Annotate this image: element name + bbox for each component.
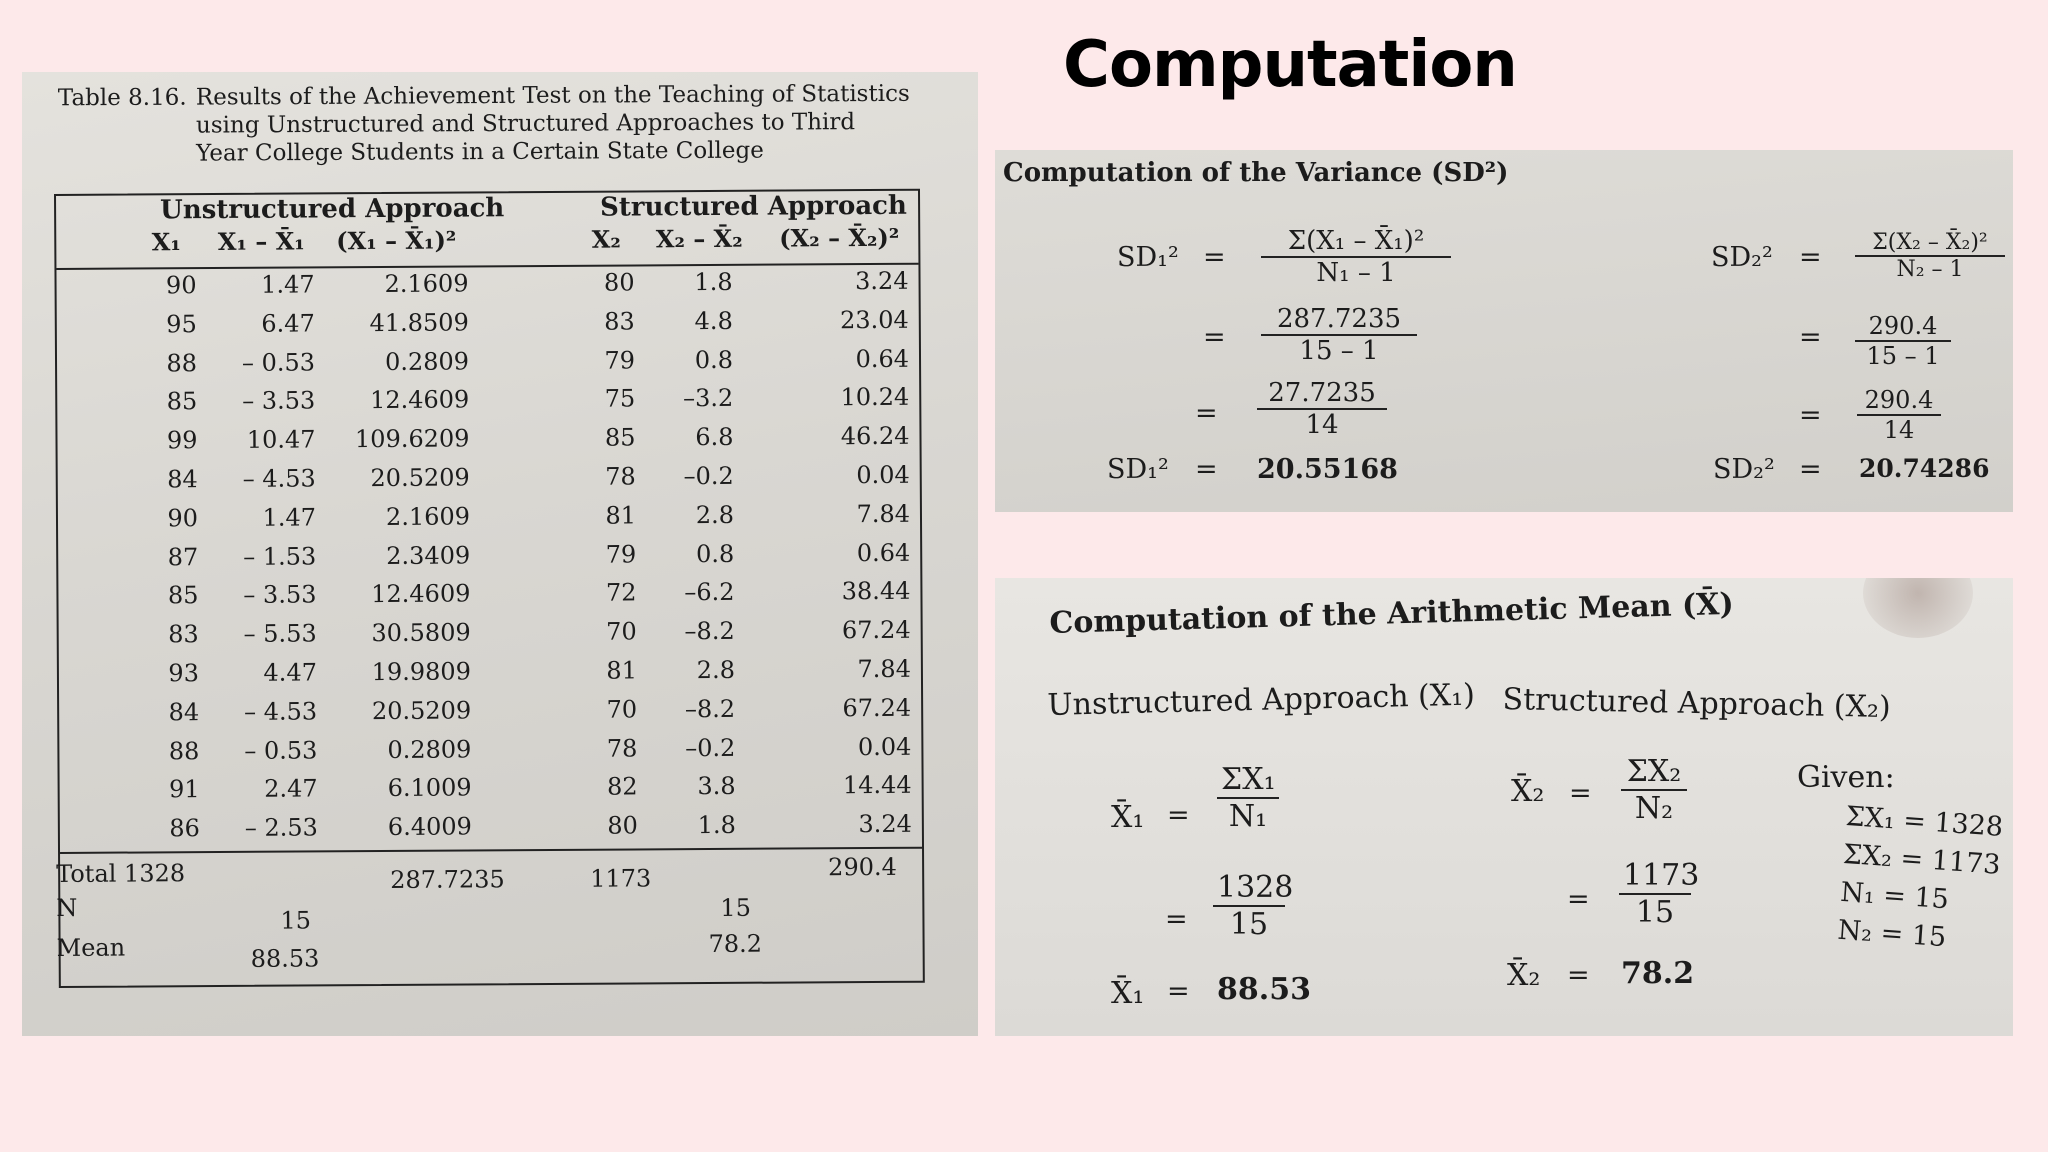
col-header-x1-sq: (X₁ – X̄₁)² — [336, 225, 457, 256]
cell-x1-sq: 109.6209 — [354, 424, 470, 454]
cell-x2-sq: 0.64 — [856, 538, 911, 567]
mean-given-sum-x1: ΣX₁ = 1328 — [1844, 800, 2005, 843]
footer-n2: 15 — [720, 893, 752, 922]
variance-left-formula — [1261, 226, 1451, 288]
table-caption-line-1: Results of the Achievement Test on the Teaching of Statistics — [195, 80, 910, 111]
cell-x1: 99 — [166, 426, 198, 455]
mean-right-formula-den: N₂ — [1634, 791, 1674, 826]
footer-total-x2: 1173 — [590, 864, 652, 893]
footer-total-sq1: 287.7235 — [390, 865, 505, 894]
mean-left-sub-den: 15 — [1229, 907, 1269, 942]
variance-right-eq-4: = — [1799, 454, 1822, 485]
variance-right-formula — [1855, 230, 2005, 282]
cell-x2-sq: 0.64 — [855, 344, 910, 373]
variance-left-eq-3: = — [1195, 398, 1218, 429]
cell-x2-dev: 6.8 — [695, 423, 734, 452]
cell-x1-sq: 2.1609 — [384, 269, 469, 298]
mean-left-sub-num: 1328 — [1213, 870, 1285, 907]
mean-right-sub-num: 1173 — [1619, 858, 1691, 895]
variance-left-formula-num: Σ(X₁ – X̄₁)² — [1261, 226, 1451, 258]
cell-x1-sq: 41.8509 — [369, 308, 469, 337]
mean-right-heading: Structured Approach (X₂) — [1502, 682, 1892, 726]
mean-left-eq-3: = — [1167, 976, 1190, 1007]
table-caption — [58, 80, 938, 169]
variance-left-simplified-den: 14 — [1305, 410, 1339, 440]
cell-x2-sq: 67.24 — [842, 693, 912, 722]
cell-x2-sq: 7.84 — [857, 654, 912, 684]
cell-x2-dev: –6.2 — [684, 578, 735, 607]
mean-photo — [995, 578, 2013, 1036]
cell-x1-dev: – 5.53 — [243, 619, 317, 649]
cell-x2: 82 — [607, 772, 638, 802]
group-heading-unstructured: Unstructured Approach — [160, 193, 505, 226]
footer-mean2: 78.2 — [708, 929, 763, 959]
cell-x2-dev: 2.8 — [696, 655, 736, 685]
mean-right-result-lhs: X̄₂ — [1507, 958, 1541, 993]
mean-left-formula-den: N₁ — [1228, 799, 1268, 834]
cell-x1: 90 — [167, 503, 199, 533]
cell-x1: 93 — [168, 659, 200, 688]
cell-x1-sq: 30.5809 — [371, 618, 471, 648]
cell-x2-sq: 0.04 — [856, 460, 910, 490]
cell-x2-dev: –8.2 — [684, 617, 735, 646]
variance-left-simplified-num: 27.7235 — [1257, 378, 1387, 410]
cell-x1-dev: 1.47 — [262, 503, 317, 532]
mean-left-lhs: X̄₁ — [1111, 800, 1145, 835]
group-heading-structured: Structured Approach — [600, 190, 907, 223]
mean-right-eq-2: = — [1567, 884, 1590, 915]
cell-x1: 84 — [167, 465, 198, 494]
cell-x1-dev: – 4.53 — [242, 464, 316, 493]
variance-left-result: 20.55168 — [1257, 454, 1398, 485]
variance-left-sub — [1261, 304, 1417, 366]
mean-title: Computation of the Arithmetic Mean (X̄) — [1049, 586, 1735, 641]
mean-given-sum-x2: ΣX₂ = 1173 — [1841, 838, 2002, 881]
variance-left-simplified — [1257, 378, 1387, 440]
footer-mean-label: Mean — [56, 933, 126, 962]
cell-x2-dev: 1.8 — [697, 811, 736, 840]
mean-right-result: 78.2 — [1621, 956, 1695, 991]
cell-x1: 90 — [165, 271, 197, 300]
cell-x2-sq: 38.44 — [841, 577, 911, 606]
cell-x2-dev: 0.8 — [694, 345, 734, 374]
variance-right-sub-den: 15 – 1 — [1866, 342, 1940, 370]
mean-left-eq-2: = — [1165, 904, 1188, 935]
variance-left-sub-den: 15 – 1 — [1299, 336, 1379, 366]
cell-x2-sq: 23.04 — [839, 305, 909, 334]
variance-left-lhs: SD₁² — [1117, 242, 1179, 273]
cell-x1-dev: 1.47 — [261, 270, 315, 299]
cell-x1-sq: 2.1609 — [385, 502, 471, 531]
mean-right-formula — [1621, 754, 1687, 826]
cell-x2-dev: 0.8 — [695, 539, 735, 568]
cell-x1: 83 — [168, 620, 199, 649]
col-header-x2-sq: (X₂ – X̄₂)² — [779, 222, 900, 253]
col-header-x2: X₂ — [591, 224, 621, 254]
variance-left-sub-num: 287.7235 — [1261, 304, 1417, 336]
cell-x1-dev: 2.47 — [264, 774, 318, 804]
table-caption-label: Table 8.16. — [57, 84, 187, 112]
cell-x2: 79 — [604, 346, 636, 375]
cell-x1-sq: 0.2809 — [387, 735, 472, 764]
variance-left-eq-1: = — [1203, 242, 1226, 273]
variance-right-formula-den: N₂ – 1 — [1896, 257, 1964, 282]
cell-x1-dev: – 0.53 — [241, 348, 316, 377]
variance-right-simplified-num: 290.4 — [1857, 386, 1941, 416]
footer-total-label: Total 1328 — [56, 859, 186, 888]
cell-x2-sq: 3.24 — [855, 266, 909, 296]
mean-right-lhs: X̄₂ — [1511, 774, 1545, 809]
cell-x1: 86 — [169, 814, 200, 843]
cell-x2: 78 — [606, 734, 638, 763]
cell-x2-sq: 67.24 — [841, 615, 911, 645]
cell-x2-dev: –8.2 — [684, 694, 736, 723]
cell-x2: 72 — [605, 578, 637, 608]
table-photo — [22, 72, 978, 1036]
slide-title: Computation — [1063, 28, 1517, 102]
col-header-x1: X₁ — [151, 227, 181, 257]
footer-mean1: 88.53 — [250, 944, 320, 973]
cell-x2-dev: 2.8 — [695, 500, 735, 529]
variance-left-eq-4: = — [1195, 454, 1218, 485]
variance-right-eq-3: = — [1799, 400, 1822, 431]
variance-right-sub — [1855, 312, 1951, 370]
cell-x2-dev: 1.8 — [694, 267, 733, 297]
cell-x2-sq: 3.24 — [858, 809, 912, 839]
mean-left-result: 88.53 — [1217, 972, 1311, 1007]
cell-x1: 95 — [166, 309, 197, 339]
cell-x1-sq: 12.4609 — [369, 385, 470, 415]
cell-x1-dev: – 1.53 — [243, 541, 317, 571]
variance-right-result: 20.74286 — [1859, 454, 1990, 483]
variance-left-result-lhs: SD₁² — [1107, 454, 1169, 485]
cell-x2: 81 — [606, 656, 638, 685]
mean-given-label: Given: — [1797, 760, 1895, 795]
cell-x2: 70 — [606, 695, 638, 724]
cell-x2-dev: 3.8 — [697, 772, 736, 801]
cell-x1: 88 — [166, 348, 198, 377]
col-header-x1-dev: X₁ – X̄₁ — [217, 226, 305, 257]
mean-given-list — [1836, 798, 2004, 961]
cell-x1-sq: 19.9809 — [371, 657, 472, 687]
cell-x1-dev: – 3.53 — [242, 386, 316, 416]
cell-x2-sq: 0.04 — [857, 732, 912, 761]
cell-x1-sq: 12.4609 — [371, 579, 471, 609]
mean-given-n2: N₂ = 15 — [1836, 914, 1948, 954]
variance-right-result-lhs: SD₂² — [1713, 454, 1775, 485]
cell-x1-dev: 10.47 — [246, 425, 316, 455]
variance-right-eq-1: = — [1799, 242, 1822, 273]
cell-x1-dev: 4.47 — [263, 658, 318, 687]
variance-left-eq-2: = — [1203, 322, 1226, 353]
cell-x2: 80 — [603, 268, 635, 297]
table-caption-line-3: Year College Students in a Certain State College — [196, 137, 764, 167]
variance-title: Computation of the Variance (SD²) — [1003, 158, 1509, 188]
footer-total-sq2: 290.4 — [828, 852, 897, 882]
cell-x1-sq: 6.4009 — [387, 812, 472, 842]
mean-right-formula-num: ΣX₂ — [1621, 754, 1687, 791]
cell-x1-sq: 0.2809 — [384, 347, 470, 376]
footer-rule — [60, 847, 922, 854]
cell-x1-dev: – 2.53 — [244, 813, 318, 843]
cell-x2-dev: –3.2 — [683, 384, 734, 413]
cell-x1: 87 — [167, 542, 199, 571]
cell-x2: 81 — [605, 501, 637, 530]
cell-x2: 80 — [607, 811, 638, 840]
cell-x1-sq: 2.3409 — [386, 541, 471, 570]
footer-n-label: N — [56, 893, 78, 922]
cell-x1: 85 — [166, 387, 198, 416]
variance-right-lhs: SD₂² — [1711, 242, 1773, 273]
variance-right-simplified-den: 14 — [1883, 416, 1915, 444]
cell-x1-dev: – 4.53 — [244, 697, 318, 726]
cell-x1-dev: 6.47 — [261, 309, 315, 338]
variance-right-sub-num: 290.4 — [1855, 312, 1951, 342]
mean-right-eq-3: = — [1567, 960, 1590, 991]
cell-x1-sq: 20.5209 — [371, 696, 472, 725]
cell-x2: 78 — [605, 462, 636, 491]
mean-left-eq-1: = — [1167, 800, 1190, 831]
mean-right-sub — [1619, 858, 1700, 930]
cell-x2-sq: 14.44 — [842, 771, 912, 800]
mean-left-result-lhs: X̄₁ — [1111, 976, 1145, 1011]
mean-left-formula-num: ΣX₁ — [1217, 762, 1279, 799]
cell-x1: 88 — [168, 736, 200, 765]
variance-right-simplified — [1857, 386, 1941, 444]
cell-x2: 83 — [604, 307, 635, 336]
cell-x1: 84 — [168, 697, 200, 727]
mean-right-eq-1: = — [1569, 778, 1592, 809]
mean-left-sub — [1213, 870, 1294, 942]
cell-x2-dev: –0.2 — [685, 733, 736, 762]
cell-x2: 85 — [604, 423, 636, 452]
cell-x1-dev: – 3.53 — [243, 580, 317, 610]
cell-x1: 85 — [167, 581, 199, 610]
cell-x2-sq: 10.24 — [840, 383, 910, 412]
variance-right-eq-2: = — [1799, 322, 1822, 353]
mean-given-n1: N₁ = 15 — [1839, 876, 1950, 916]
cell-x2-dev: –0.2 — [683, 461, 734, 491]
cell-x2-dev: 4.8 — [694, 306, 733, 335]
variance-right-formula-num: Σ(X₂ – X̄₂)² — [1855, 230, 2005, 257]
variance-left-formula-den: N₁ – 1 — [1316, 258, 1396, 288]
cell-x2: 70 — [606, 617, 637, 646]
mean-left-heading: Unstructured Approach (X₁) — [1047, 677, 1476, 723]
cell-x2: 75 — [604, 384, 636, 414]
results-table — [54, 189, 925, 988]
cell-x2: 79 — [605, 540, 637, 569]
mean-left-formula — [1217, 762, 1279, 834]
table-caption-line-2: using Unstructured and Structured Approaches to Third — [195, 109, 856, 139]
finger-shadow — [1863, 578, 1973, 638]
col-header-x2-dev: X₂ – X̄₂ — [655, 223, 743, 254]
cell-x1-sq: 6.1009 — [387, 773, 472, 803]
footer-n1: 15 — [280, 906, 312, 935]
cell-x2-sq: 7.84 — [856, 499, 911, 528]
cell-x2-sq: 46.24 — [840, 421, 910, 451]
cell-x1: 91 — [169, 775, 200, 804]
mean-right-sub-den: 15 — [1635, 895, 1675, 930]
variance-photo — [995, 150, 2013, 512]
cell-x1-dev: – 0.53 — [244, 735, 318, 765]
cell-x1-sq: 20.5209 — [370, 463, 470, 493]
